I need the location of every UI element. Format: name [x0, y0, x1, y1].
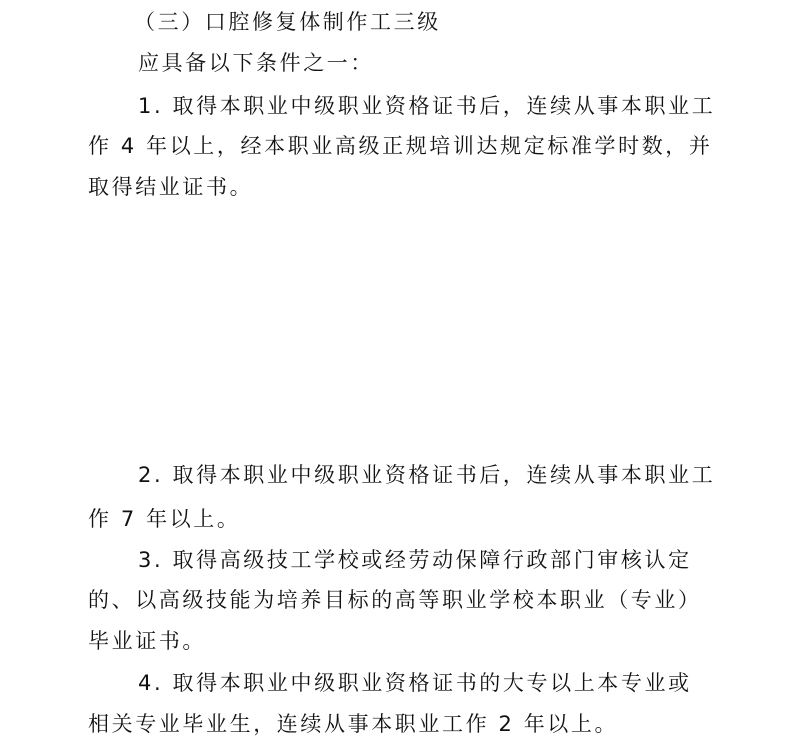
item-3-line-1: 3. 取得高级技工学校或经劳动保障行政部门审核认定 [138, 548, 692, 572]
item-4-line-1: 4. 取得本职业中级职业资格证书的大专以上本专业或 [138, 671, 692, 695]
intro-text: 应具备以下条件之一： [138, 51, 374, 75]
item-3-line-2: 的、以高级技能为培养目标的高等职业学校本职业（专业） [88, 588, 702, 612]
item-1-line-3: 取得结业证书。 [88, 175, 254, 199]
item-1-line-2: 作 4 年以上，经本职业高级正规培训达规定标准学时数，并 [88, 134, 713, 158]
item-1-line-1: 1. 取得本职业中级职业资格证书后，连续从事本职业工 [138, 94, 716, 118]
item-4-line-2: 相关专业毕业生，连续从事本职业工作 2 年以上。 [88, 712, 619, 736]
section-heading: （三）口腔修复体制作工三级 [134, 10, 441, 34]
item-2-line-1: 2. 取得本职业中级职业资格证书后，连续从事本职业工 [138, 463, 716, 487]
item-3-line-3: 毕业证书。 [88, 629, 206, 653]
item-2-line-2: 作 7 年以上。 [88, 507, 241, 531]
